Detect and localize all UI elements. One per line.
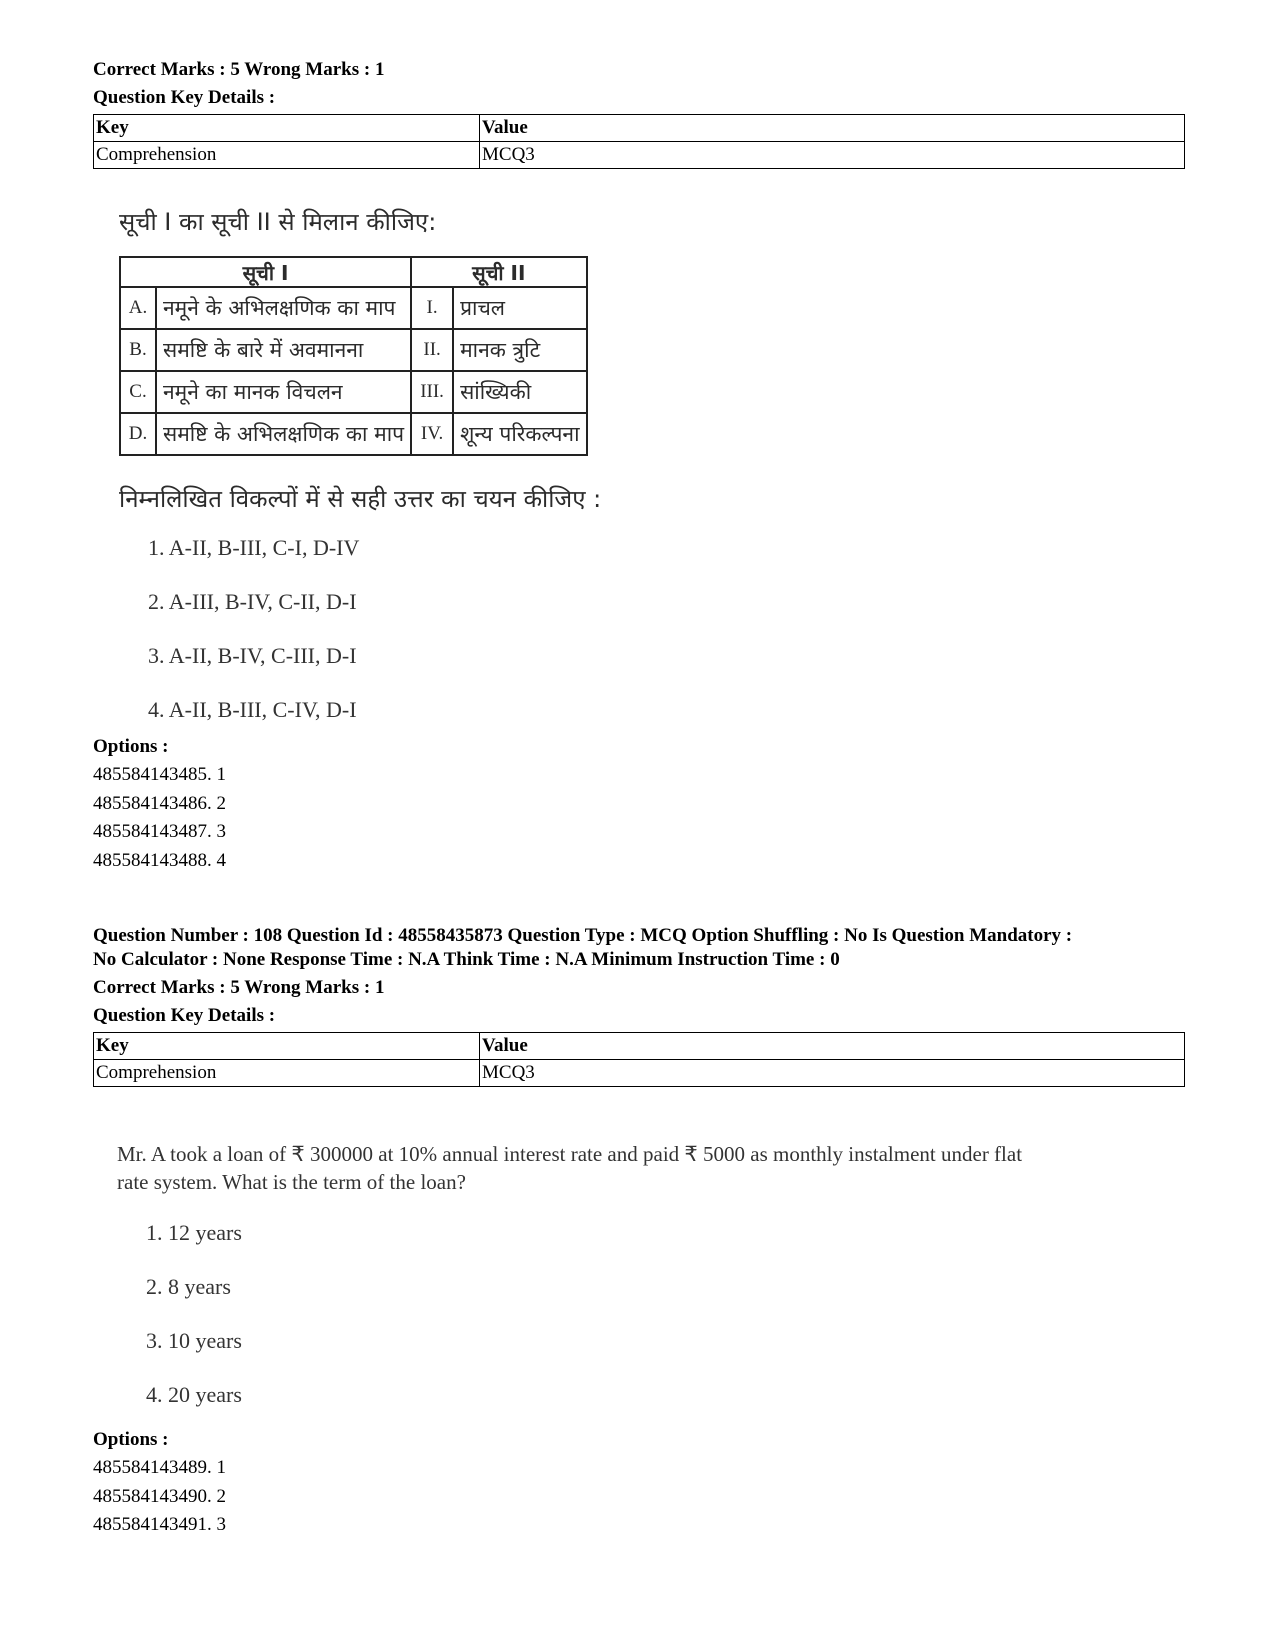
match-item-b: समष्टि के बारे में अवमानना <box>156 329 411 371</box>
match-label-a: A. <box>120 287 156 329</box>
q108-key-details-label: Question Key Details : <box>93 1005 276 1026</box>
q108-choice-list <box>146 1218 1127 1434</box>
option-id: 485584143490. 2 <box>93 1485 226 1507</box>
match-row <box>120 371 587 413</box>
table-row <box>94 142 1185 169</box>
match-item-ii: मानक त्रुटि <box>453 329 586 371</box>
match-label-c: C. <box>120 371 156 413</box>
q108-options <box>93 1426 1185 1540</box>
value-cell: MCQ3 <box>480 142 1185 169</box>
q108-header-line1: Question Number : 108 Question Id : 48558435873 Question Type : MCQ Option Shuffling : No Is Question Mandatory : <box>93 925 1073 946</box>
q107-marks: Correct Marks : 5 Wrong Marks : 1 <box>93 59 385 80</box>
list2-header: सूची II <box>411 257 586 287</box>
match-item-a: नमूने के अभिलक्षणिक का माप <box>156 287 411 329</box>
q107-options <box>93 733 1185 875</box>
key-cell: Comprehension <box>94 142 480 169</box>
q107-question-image <box>119 205 601 749</box>
match-item-iii: सांख्यिकी <box>453 371 586 413</box>
match-row <box>120 329 587 371</box>
choice-item: 1. 12 years <box>146 1220 242 1245</box>
q107-meta <box>93 58 1185 169</box>
match-item-d: समष्टि के अभिलक्षणिक का माप <box>156 413 411 455</box>
match-row <box>120 413 587 455</box>
value-header: Value <box>480 115 1185 142</box>
q108-stem-line2: rate system. What is the term of the loan? <box>117 1170 466 1194</box>
q107-stem: सूची I का सूची II से मिलान कीजिए: <box>119 208 437 236</box>
table-header-row <box>94 1033 1185 1060</box>
option-id: 485584143485. 1 <box>93 764 226 785</box>
match-row <box>120 287 587 329</box>
choice-item: 3. A-II, B-IV, C-III, D-I <box>148 643 357 668</box>
option-id: 485584143491. 3 <box>93 1514 226 1535</box>
option-id: 485584143488. 4 <box>93 849 226 871</box>
q108-marks: Correct Marks : 5 Wrong Marks : 1 <box>93 977 385 998</box>
choice-item: 2. 8 years <box>146 1274 231 1299</box>
match-label-d: D. <box>120 413 156 455</box>
match-label-iii: III. <box>411 371 453 413</box>
q108-key-table <box>93 1032 1185 1087</box>
key-header: Key <box>94 1033 480 1060</box>
choice-item: 4. A-II, B-III, C-IV, D-I <box>148 697 357 722</box>
choice-item: 1. A-II, B-III, C-I, D-IV <box>148 535 360 560</box>
match-item-i: प्राचल <box>453 287 586 329</box>
value-cell: MCQ3 <box>480 1060 1185 1087</box>
match-label-iv: IV. <box>411 413 453 455</box>
list1-header: सूची I <box>120 257 411 287</box>
q107-options-label: Options : <box>93 736 169 757</box>
q107-key-details-label: Question Key Details : <box>93 87 276 108</box>
q108-stem-line1: Mr. A took a loan of ₹ 300000 at 10% annual interest rate and paid ₹ 5000 as monthly instalment under flat <box>117 1142 1023 1166</box>
q107-choice-list <box>148 533 601 749</box>
match-label-b: B. <box>120 329 156 371</box>
match-label-i: I. <box>411 287 453 329</box>
q108-question-image <box>117 1140 1127 1434</box>
table-row <box>94 1060 1185 1087</box>
q107-key-table <box>93 114 1185 169</box>
option-id: 485584143489. 1 <box>93 1457 226 1478</box>
q107-instruction: निम्नलिखित विकल्पों में से सही उत्तर का चयन कीजिए : <box>119 485 602 513</box>
option-id: 485584143487. 3 <box>93 821 226 842</box>
choice-item: 4. 20 years <box>146 1382 242 1407</box>
match-table <box>119 256 588 456</box>
key-header: Key <box>94 115 480 142</box>
match-label-ii: II. <box>411 329 453 371</box>
choice-item: 2. A-III, B-IV, C-II, D-I <box>148 589 357 614</box>
q108-header-line2: No Calculator : None Response Time : N.A Think Time : N.A Minimum Instruction Time : 0 <box>93 949 840 970</box>
match-header-row <box>120 257 587 287</box>
value-header: Value <box>480 1033 1185 1060</box>
choice-item: 3. 10 years <box>146 1328 242 1353</box>
key-cell: Comprehension <box>94 1060 480 1087</box>
q108-options-label: Options : <box>93 1429 169 1450</box>
q108-meta <box>93 924 1185 1087</box>
match-item-iv: शून्य परिकल्पना <box>453 413 586 455</box>
option-id: 485584143486. 2 <box>93 792 226 814</box>
match-item-c: नमूने का मानक विचलन <box>156 371 411 413</box>
table-header-row <box>94 115 1185 142</box>
